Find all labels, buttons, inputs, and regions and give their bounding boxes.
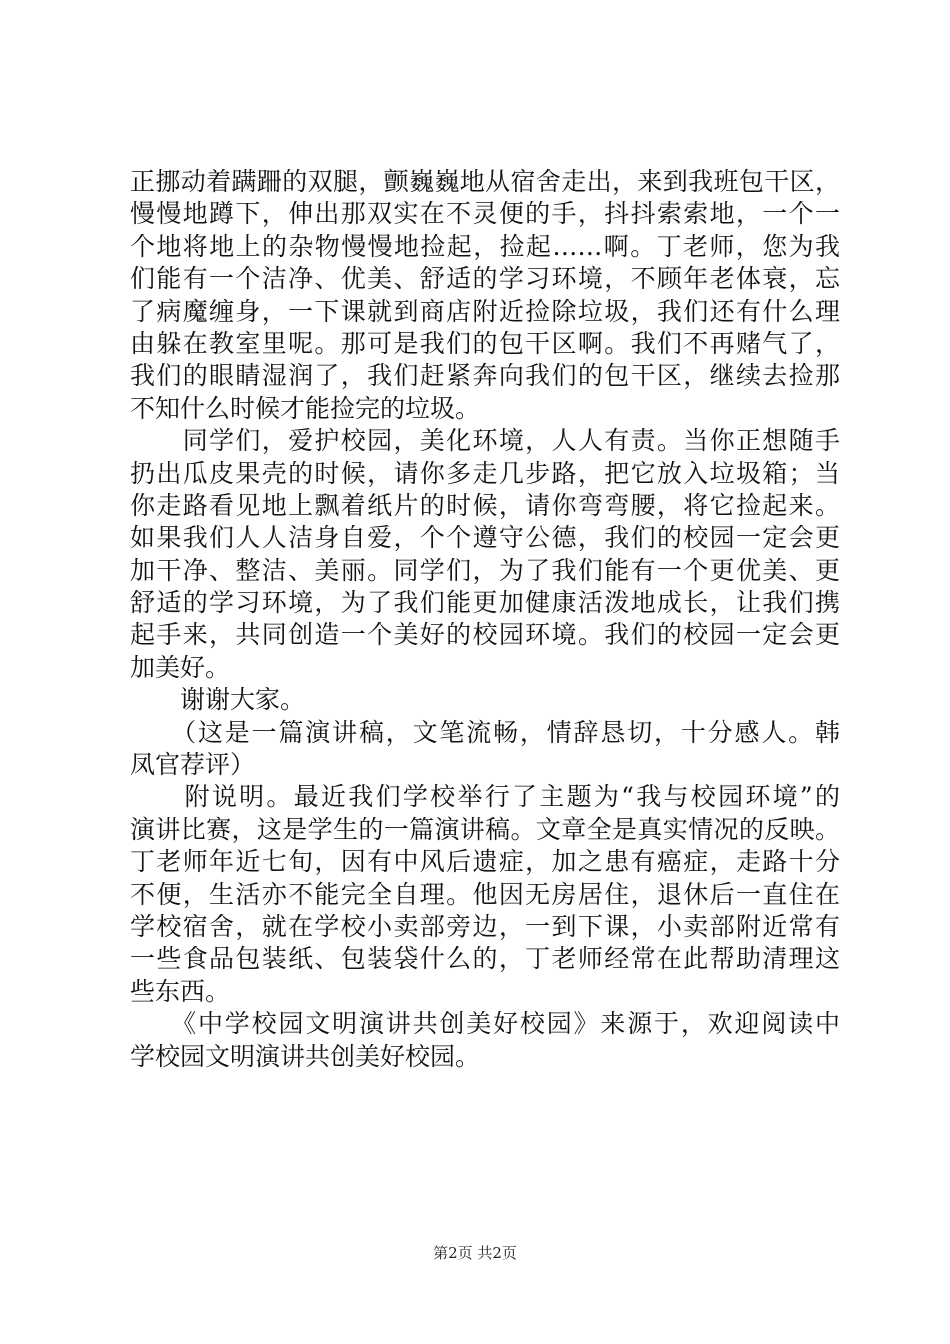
text-line: 我们的眼睛湿润了，我们赶紧奔向我们的包干区，继续去捡那 xyxy=(130,361,840,391)
text-line: 《中学校园文明演讲共创美好校园》来源于，欢迎阅读中 xyxy=(130,1009,840,1039)
text-line: 加干净、整洁、美丽。同学们，为了我们能有一个更优美、更 xyxy=(130,555,840,585)
text-line: 扔出瓜皮果壳的时候，请你多走几步路，把它放入垃圾箱；当 xyxy=(130,458,840,488)
text-line: 舒适的学习环境，为了我们能更加健康活泼地成长，让我们携 xyxy=(130,588,840,618)
text-line: 同学们，爱护校园，美化环境，人人有责。当你正想随手 xyxy=(130,426,840,456)
text-line: 由躲在教室里呢。那可是我们的包干区啊。我们不再赌气了， xyxy=(130,328,840,358)
text-line: 慢慢地蹲下，伸出那双实在不灵便的手，抖抖索索地，一个一 xyxy=(130,199,840,229)
text-line: 加美好。 xyxy=(130,652,231,682)
text-line: 学校园文明演讲共创美好校园。 xyxy=(130,1041,481,1071)
text-line: 正挪动着蹒跚的双腿，颤巍巍地从宿舍走出，来到我班包干区， xyxy=(130,167,840,196)
text-line: 学校宿舍，就在学校小卖部旁边，一到下课，小卖部附近常有 xyxy=(130,911,840,941)
text-line: 如果我们人人洁身自爱，个个遵守公德，我们的校园一定会更 xyxy=(130,523,840,553)
text-line: 一些食品包装纸、包装袋什么的，丁老师经常在此帮助清理这 xyxy=(130,944,840,974)
text-line: 们能有一个洁净、优美、舒适的学习环境，不顾年老体衰，忘 xyxy=(130,264,840,294)
text-line: 了病魔缠身，一下课就到商店附近捡除垃圾，我们还有什么理 xyxy=(130,296,840,326)
text-line: 不知什么时候才能捡完的垃圾。 xyxy=(130,393,481,423)
text-line: 谢谢大家。 xyxy=(130,685,306,715)
text-line: 起手来，共同创造一个美好的校园环境。我们的校园一定会更 xyxy=(130,620,840,650)
text-line: 附说明。最近我们学校举行了主题为“我与校园环境”的 xyxy=(130,782,840,812)
text-line: 不便，生活亦不能完全自理。他因无房居住，退休后一直住在 xyxy=(130,879,840,909)
text-line: （这是一篇演讲稿，文笔流畅，情辞恳切，十分感人。韩 xyxy=(130,717,840,747)
text-line: 凤官荐评） xyxy=(130,750,256,780)
text-line: 丁老师年近七旬，因有中风后遗症，加之患有癌症，走路十分 xyxy=(130,847,840,877)
text-line: 你走路看见地上飘着纸片的时候，请你弯弯腰，将它捡起来。 xyxy=(130,490,840,520)
text-line: 演讲比赛，这是学生的一篇演讲稿。文章全是真实情况的反映。 xyxy=(130,814,840,844)
text-line: 些东西。 xyxy=(130,976,231,1006)
page-number-footer: 第2页 共2页 xyxy=(433,1244,517,1262)
body-text xyxy=(130,166,840,1073)
text-line: 个地将地上的杂物慢慢地捡起，捡起……啊。丁老师，您为我 xyxy=(130,231,840,261)
